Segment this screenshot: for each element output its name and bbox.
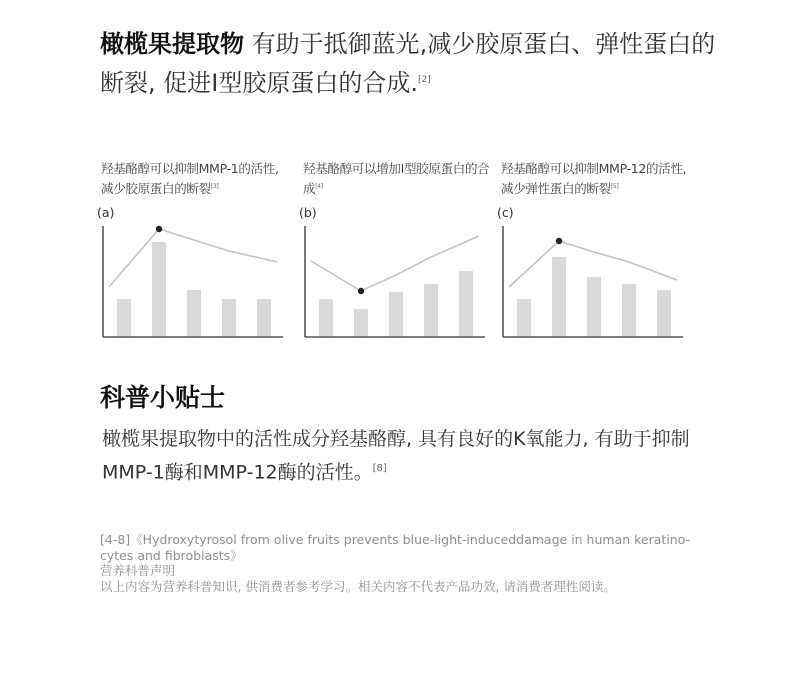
chart-plot-a [101,222,287,340]
chart-bar [459,271,473,337]
headline-body: 有助于抵御蓝光,减少胶原蛋白、弹性蛋白的断裂, 促进I型胶原蛋白的合成. [100,30,716,97]
footer-statement-title: 营养科普声明 [100,563,176,578]
chart-bar [424,284,438,337]
chart-bar [319,299,333,337]
chart-bar [587,277,601,337]
tips-title: 科普小贴士 [100,383,226,412]
chart-c [497,160,691,345]
chart-bar [354,309,368,337]
chart-bar [552,257,566,337]
chart-caption-ref: [5] [610,183,619,190]
chart-plot-b [303,222,489,340]
chart-highlight-point [358,288,364,294]
chart-caption [101,160,291,196]
chart-bar [622,284,636,337]
chart-highlight-point [156,226,162,232]
footer-statement-text: 以上内容为营养科普知识, 供消费者参考学习。相关内容不代表产品功效, 请消费者理性阅读。 [100,578,616,594]
chart-trend-line [311,236,479,291]
headline-ref: [2] [417,75,431,85]
chart-bar [517,299,531,337]
chart-bar [657,290,671,337]
chart-caption [501,160,691,196]
chart-caption-text: 羟基酪醇可以抑制MMP-12的活性, 减少弹性蛋白的断裂 [501,161,687,197]
footer-citation: [4-8]《Hydroxytyrosol from olive fruits prevents blue-light-induceddamage in human keratino-cytes and fibroblasts》 [100,532,691,563]
chart-caption [303,160,493,196]
chart-label: (a) [97,205,115,220]
chart-plot-c [501,222,687,340]
tips-body [102,424,702,487]
chart-bar [152,242,166,337]
chart-caption-text: 羟基酪醇可以抑制MMP-1的活性, 减少胶原蛋白的断裂 [101,161,279,197]
tips-body-text: 橄榄果提取物中的活性成分羟基酪醇, 具有良好的K氧能力, 有助于抑制MMP-1酶和MMP-12酶的活性。 [102,428,690,484]
chart-label: (c) [497,205,514,220]
chart-bar [117,299,131,337]
chart-bar [389,292,403,337]
chart-bar [257,299,271,337]
chart-caption-text: 羟基酪醇可以增加I型胶原蛋白的合成 [303,161,490,197]
chart-caption-ref: [3] [210,183,219,190]
chart-caption-ref: [4] [315,183,323,190]
chart-trend-line [109,229,277,287]
headline [100,26,720,101]
chart-bar [187,290,201,337]
tips-ref: [8] [372,463,387,474]
chart-a [97,160,291,345]
chart-label: (b) [299,205,317,220]
chart-highlight-point [556,238,562,244]
footer [100,532,700,594]
chart-bar [222,299,236,337]
headline-title: 橄榄果提取物 [100,30,244,58]
chart-b [299,160,493,345]
